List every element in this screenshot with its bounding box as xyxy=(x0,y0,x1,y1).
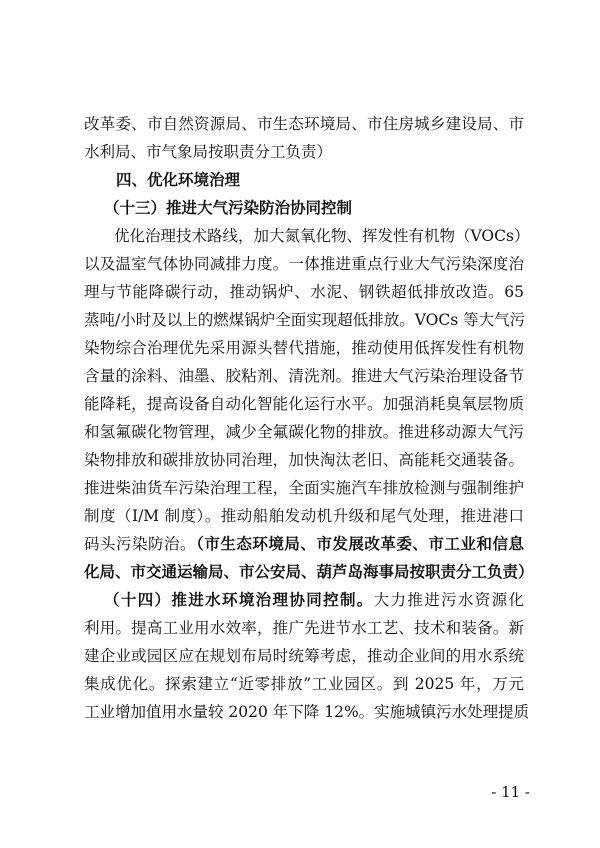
body-line-mixed xyxy=(84,530,524,558)
body-text: 大力推进污水资源化 xyxy=(373,591,524,609)
body-text: 码头污染防治。 xyxy=(84,535,197,553)
subsection-13-title: （十三）推进大气污染防治协同控制 xyxy=(104,198,353,217)
body-line: 和氢氟碳化物管理，减少全氟碳化物的排放。推进移动源大气污 xyxy=(84,423,524,441)
body-line: 工业增加值用水量较 2020 年下降 12%。实施城镇污水处理提质 xyxy=(84,703,530,721)
body-line: 含量的涂料、油墨、胶粘剂、清洗剂。推进大气污染治理设备节 xyxy=(84,367,524,385)
body-line-mixed xyxy=(104,586,524,614)
body-line: 推进柴油货车污染治理工程，全面实施汽车排放检测与强制维护 xyxy=(84,479,524,497)
body-line: 能降耗，提高设备自动化智能化运行水平。加强消耗臭氧层物质 xyxy=(84,395,524,413)
body-line: 制度（I/M 制度）。推动船舶发动机升级和尾气处理，推进港口 xyxy=(84,507,524,525)
body-line: 理与节能降碳行动，推动锅炉、水泥、钢铁超低排放改造。65 xyxy=(84,283,524,301)
body-line: 改革委、市自然资源局、市生态环境局、市住房城乡建设局、市 xyxy=(84,115,524,133)
page-number: - 11 - xyxy=(491,783,530,801)
body-line: 集成优化。探索建立“近零排放”工业园区。到 2025 年，万元 xyxy=(84,675,524,693)
body-line: 蒸吨/小时及以上的燃煤锅炉全面实现超低排放。VOCs 等大气污 xyxy=(84,311,526,329)
body-line: 水利局、市气象局按职责分工负责） xyxy=(84,143,333,161)
section-heading: 四、优化环境治理 xyxy=(116,171,241,189)
body-line: 优化治理技术路线，加大氮氧化物、挥发性有机物（VOCs） xyxy=(114,227,530,245)
responsible-departments: （市生态环境局、市发展改革委、市工业和信息 xyxy=(196,535,524,553)
responsible-departments: 化局、市交通运输局、市公安局、葫芦岛海事局按职责分工负责） xyxy=(84,563,534,581)
subsection-14-title: （十四）推进水环境治理协同控制。 xyxy=(104,590,374,609)
body-line: 以及温室气体协同减排力度。一体推进重点行业大气污染深度治 xyxy=(84,255,524,273)
body-line: 染物综合治理优先采用源头替代措施，推动使用低挥发性有机物 xyxy=(84,339,524,357)
body-line: 利用。提高工业用水效率，推广先进节水工艺、技术和装备。新 xyxy=(84,619,524,637)
body-line: 建企业或园区应在规划布局时统筹考虑，推动企业间的用水系统 xyxy=(84,647,524,665)
body-line: 染物排放和碳排放协同治理，加快淘汰老旧、高能耗交通装备。 xyxy=(84,451,524,469)
